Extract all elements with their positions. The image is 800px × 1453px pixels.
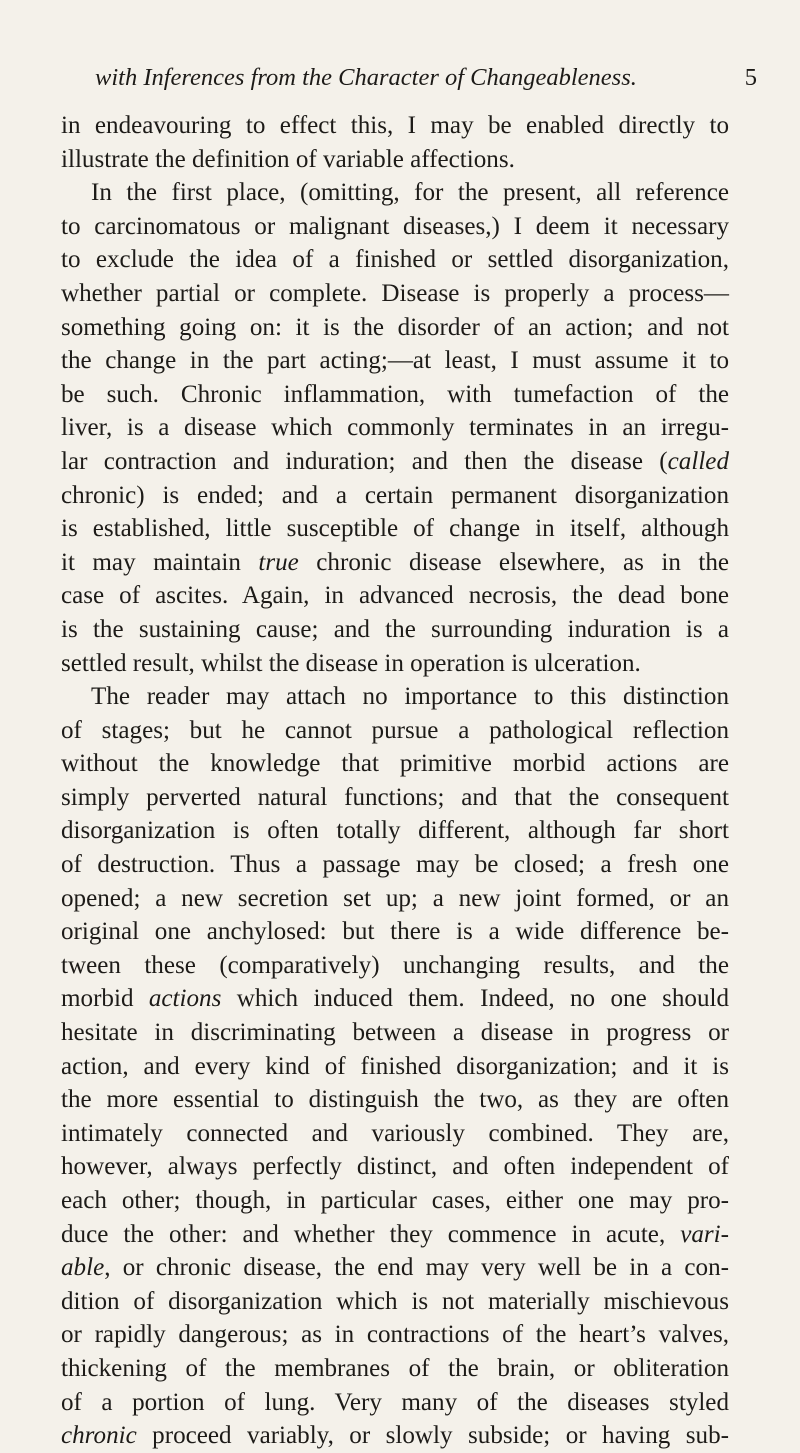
text-segment: it may maintain [61, 548, 259, 576]
text-line [61, 1050, 729, 1084]
italic-text: called [667, 447, 729, 475]
text-line [61, 1386, 729, 1420]
text-segment: however, always perfectly distinct, and often independent of [61, 1153, 729, 1181]
text-segment: each other; though, in particular cases, either one may pro- [61, 1187, 729, 1214]
text-line [61, 982, 729, 1016]
text-segment: action, and every kind of finished disorganization; and it is [61, 1052, 729, 1080]
page-number: 5 [744, 64, 757, 91]
text-line [61, 277, 729, 311]
text-segment: the change in the part acting;—at least, I must assume it to [61, 347, 729, 375]
text-segment: dition of disorganization which is not materially mischievous [61, 1287, 729, 1315]
text-segment: lar contraction and induration; and then the disease ( [61, 447, 668, 475]
text-line [61, 781, 729, 815]
text-line [61, 176, 729, 210]
text-segment: morbid [61, 985, 149, 1013]
text-line [61, 479, 729, 513]
text-segment: of destruction. Thus a passage may be closed; a fresh one [61, 851, 729, 879]
text-line [61, 143, 729, 177]
text-segment: duce the other: and whether they commence in acute, [61, 1220, 681, 1248]
text-line [61, 579, 729, 613]
text-segment: opened; a new secretion set up; a new joint formed, or an [61, 884, 729, 912]
text-line [61, 680, 729, 714]
text-segment: the more essential to distinguish the two, as they are often [61, 1086, 729, 1114]
text-segment: to carcinomatous or malignant diseases,) I deem it necessary [61, 212, 729, 240]
text-segment: The reader may attach no importance to this distinction [91, 683, 729, 711]
text-segment: hesitate in discriminating between a disease in progress or [61, 1019, 729, 1047]
text-line [61, 378, 729, 412]
body-text [61, 109, 729, 1453]
text-segment: proceed variably, or slowly subside; or having sub- [136, 1422, 729, 1450]
text-segment: whether partial or complete. Disease is properly a process— [61, 279, 729, 307]
text-line [61, 243, 729, 277]
text-line [61, 210, 729, 244]
text-line [61, 747, 729, 781]
italic-text: vari- [680, 1220, 729, 1248]
text-line [61, 882, 729, 916]
text-segment: disorganization is often totally different, although far short [61, 817, 729, 845]
text-line [61, 1251, 729, 1285]
text-segment: illustrate the definition of variable affections. [61, 145, 515, 173]
text-segment: settled result, whilst the disease in operation is ulceration. [61, 649, 641, 677]
text-line [61, 714, 729, 748]
text-line [61, 613, 729, 647]
text-line [61, 814, 729, 848]
text-segment: chronic) is ended; and a certain permanent disorganization [61, 481, 729, 509]
text-segment: simply perverted natural functions; and that the consequent [61, 783, 729, 811]
text-line [61, 1352, 729, 1386]
text-segment: or rapidly dangerous; as in contractions of the heart’s valves, [61, 1321, 729, 1349]
text-line [61, 1318, 729, 1352]
page-header [95, 64, 757, 98]
text-segment: , or chronic disease, the end may very well be in a con- [104, 1254, 729, 1282]
text-line [61, 647, 729, 681]
text-line [61, 848, 729, 882]
text-line [61, 311, 729, 345]
text-segment: to exclude the idea of a finished or settled disorganization, [61, 246, 729, 274]
text-segment: something going on: it is the disorder of an action; and not [61, 313, 729, 341]
text-segment: be such. Chronic inflammation, with tumefaction of the [61, 380, 729, 408]
text-line [61, 915, 729, 949]
text-segment: liver, is a disease which commonly terminates in an irregu- [61, 414, 729, 442]
text-line [61, 949, 729, 983]
text-segment: case of ascites. Again, in advanced necrosis, the dead bone [61, 582, 729, 610]
italic-text: chronic [61, 1422, 137, 1450]
text-segment: of stages; but he cannot pursue a pathological reflection [61, 716, 729, 744]
text-segment: in endeavouring to effect this, I may be enabled directly to [61, 112, 729, 139]
text-line [61, 512, 729, 546]
text-segment: which induced them. Indeed, no one should [221, 985, 730, 1013]
text-segment: thickening of the membranes of the brain, or obliteration [61, 1354, 729, 1382]
text-segment: In the first place, (omitting, for the present, all reference [91, 179, 729, 207]
text-line [61, 1117, 729, 1151]
text-segment: chronic disease elsewhere, as in the [298, 548, 730, 576]
text-segment: of a portion of lung. Very many of the diseases styled [61, 1388, 729, 1416]
italic-text: able [61, 1254, 105, 1282]
italic-text: true [258, 548, 299, 576]
text-line [61, 1083, 729, 1117]
text-segment: is established, little susceptible of change in itself, although [61, 515, 729, 543]
text-line [61, 1150, 729, 1184]
text-segment: intimately connected and variously combined. They are, [61, 1119, 729, 1147]
text-line [61, 546, 729, 580]
text-line [61, 1218, 729, 1252]
text-line [61, 1184, 729, 1218]
text-line [61, 1419, 729, 1453]
running-head: with Inferences from the Character of Changeableness. [95, 64, 637, 91]
italic-text: actions [148, 985, 222, 1013]
text-line [61, 1016, 729, 1050]
text-segment: is the sustaining cause; and the surrounding induration is a [61, 615, 729, 643]
text-line [61, 1285, 729, 1319]
text-line [61, 344, 729, 378]
text-segment: original one anchylosed: but there is a wide difference be- [61, 918, 729, 946]
text-line [61, 445, 729, 479]
text-segment: without the knowledge that primitive morbid actions are [61, 750, 729, 778]
text-line [61, 411, 729, 445]
text-segment: tween these (comparatively) unchanging results, and the [61, 951, 729, 979]
text-line [61, 109, 729, 143]
